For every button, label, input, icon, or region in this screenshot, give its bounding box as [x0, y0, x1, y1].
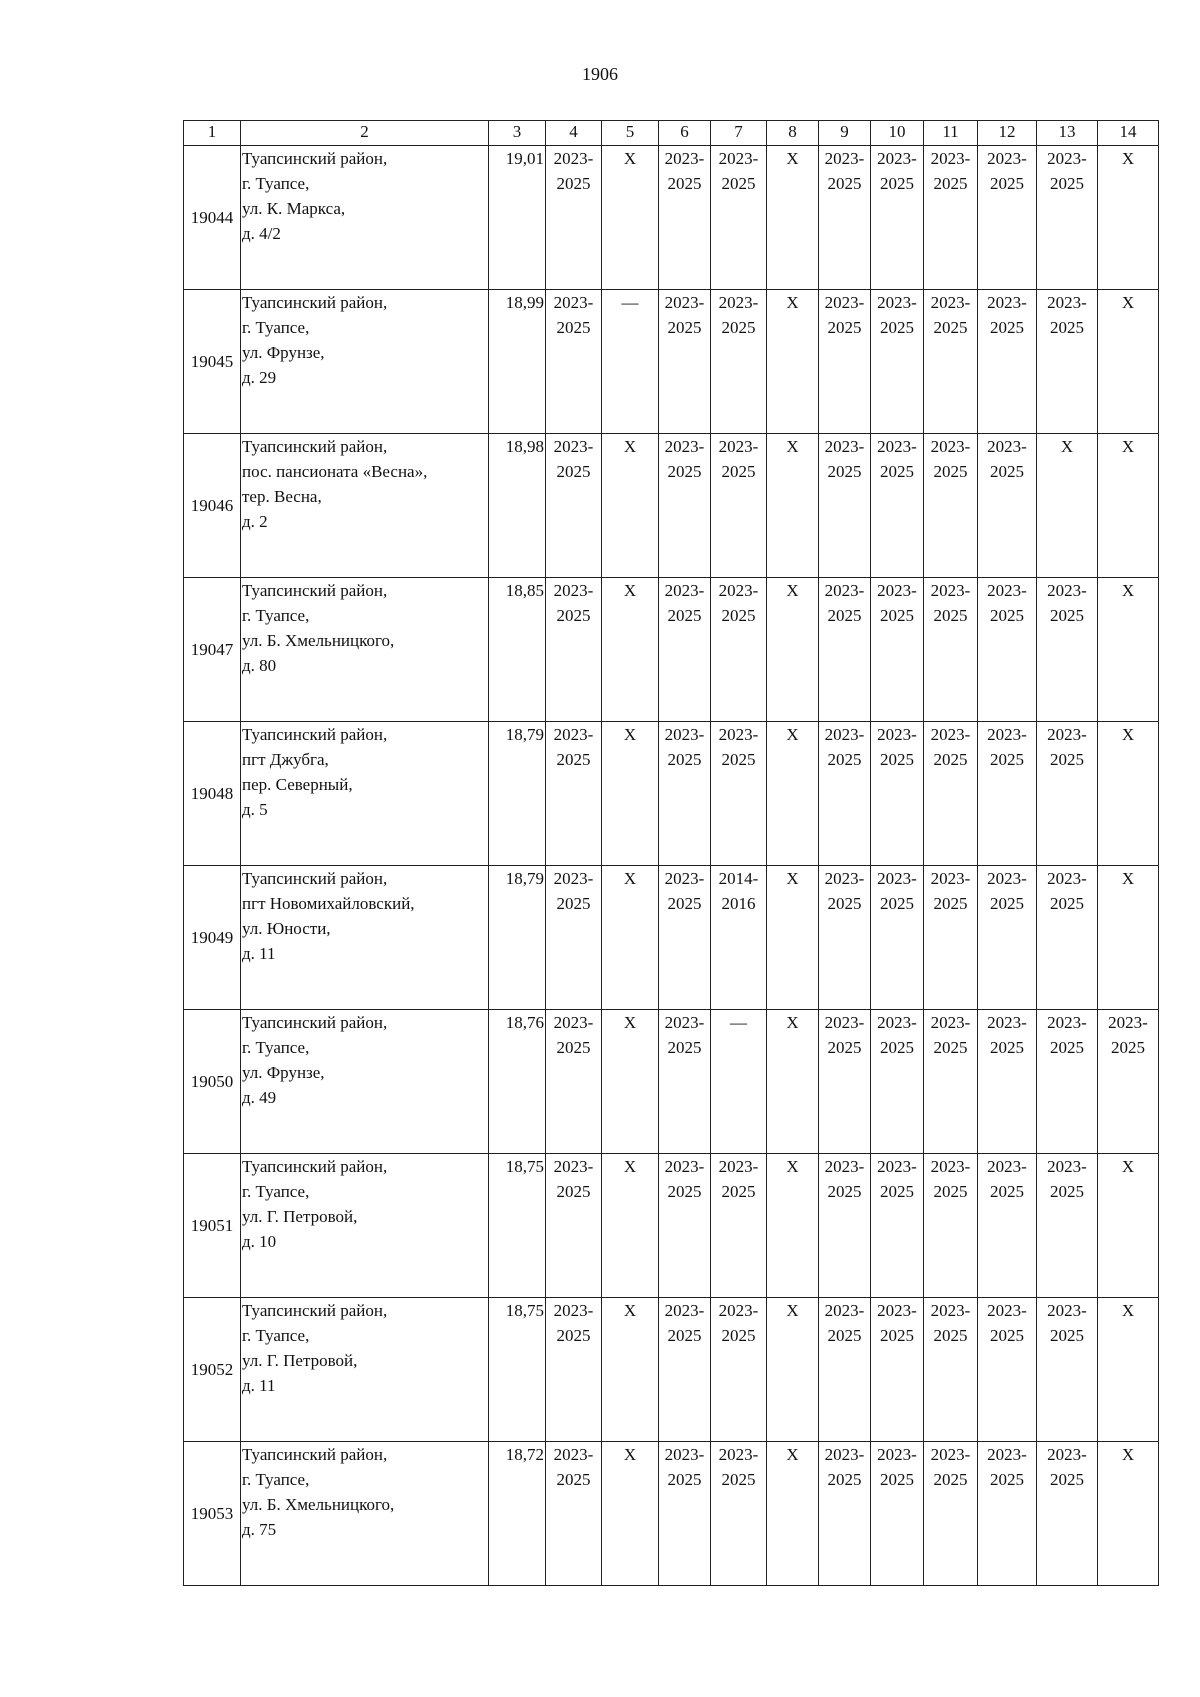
period-cell-col-10: 2023- 2025: [871, 866, 924, 1010]
period-cell-col-14: Х: [1098, 1442, 1159, 1586]
period-cell-col-9: 2023- 2025: [819, 722, 871, 866]
address-line: Туапсинский район,: [242, 1301, 388, 1320]
address-line: Туапсинский район,: [242, 581, 388, 600]
address-line: д. 11: [242, 1376, 276, 1395]
period-cell-col-10: 2023- 2025: [871, 1442, 924, 1586]
column-number-10: 10: [871, 121, 924, 146]
period-cell-col-7: 2023- 2025: [711, 1442, 767, 1586]
record-id: 19053: [184, 1442, 241, 1586]
area-value: 18,72: [489, 1442, 546, 1586]
period-cell-col-14: Х: [1098, 1154, 1159, 1298]
column-number-row: [184, 121, 1159, 146]
address-cell: [241, 1442, 489, 1586]
period-cell-col-7: 2023- 2025: [711, 434, 767, 578]
period-cell-col-11: 2023- 2025: [924, 866, 978, 1010]
period-cell-col-12: 2023- 2025: [978, 866, 1037, 1010]
table-row: [184, 1010, 1159, 1154]
address-line: д. 10: [242, 1232, 277, 1251]
address-cell: [241, 578, 489, 722]
address-line: д. 29: [242, 368, 277, 387]
period-cell-col-12: 2023- 2025: [978, 578, 1037, 722]
period-cell-col-13: 2023- 2025: [1037, 578, 1098, 722]
period-cell-col-6: 2023- 2025: [659, 866, 711, 1010]
period-cell-col-4: 2023- 2025: [546, 866, 602, 1010]
period-cell-col-14: Х: [1098, 866, 1159, 1010]
period-cell-col-4: 2023- 2025: [546, 578, 602, 722]
address-line: г. Туапсе,: [242, 606, 310, 625]
column-number-9: 9: [819, 121, 871, 146]
period-cell-col-8: Х: [767, 866, 819, 1010]
address-line: ул. Г. Петровой,: [242, 1207, 358, 1226]
address-line: пер. Северный,: [242, 775, 353, 794]
period-cell-col-5: Х: [602, 146, 659, 290]
period-cell-col-12: 2023- 2025: [978, 146, 1037, 290]
period-cell-col-4: 2023- 2025: [546, 290, 602, 434]
address-line: ул. К. Маркса,: [242, 199, 346, 218]
address-line: д. 2: [242, 512, 268, 531]
address-cell: [241, 434, 489, 578]
period-cell-col-4: 2023- 2025: [546, 1298, 602, 1442]
period-cell-col-6: 2023- 2025: [659, 722, 711, 866]
area-value: 18,85: [489, 578, 546, 722]
period-cell-col-14: Х: [1098, 722, 1159, 866]
period-cell-col-8: Х: [767, 1010, 819, 1154]
record-id: 19051: [184, 1154, 241, 1298]
address-line: Туапсинский район,: [242, 869, 388, 888]
record-id: 19048: [184, 722, 241, 866]
address-line: тер. Весна,: [242, 487, 322, 506]
table-body: [184, 146, 1159, 1586]
period-cell-col-7: —: [711, 1010, 767, 1154]
period-cell-col-10: 2023- 2025: [871, 1010, 924, 1154]
period-cell-col-13: 2023- 2025: [1037, 146, 1098, 290]
page-number: 1906: [582, 64, 618, 84]
period-cell-col-6: 2023- 2025: [659, 1298, 711, 1442]
address-cell: [241, 722, 489, 866]
table-row: [184, 1442, 1159, 1586]
table-row: [184, 146, 1159, 290]
period-cell-col-6: 2023- 2025: [659, 146, 711, 290]
address-line: д. 5: [242, 800, 268, 819]
period-cell-col-4: 2023- 2025: [546, 1154, 602, 1298]
address-line: д. 80: [242, 656, 277, 675]
address-cell: [241, 146, 489, 290]
table-row: [184, 722, 1159, 866]
address-line: г. Туапсе,: [242, 174, 310, 193]
period-cell-col-10: 2023- 2025: [871, 146, 924, 290]
address-line: ул. Юности,: [242, 919, 331, 938]
period-cell-col-10: 2023- 2025: [871, 434, 924, 578]
address-cell: [241, 290, 489, 434]
period-cell-col-11: 2023- 2025: [924, 1298, 978, 1442]
period-cell-col-7: 2023- 2025: [711, 1154, 767, 1298]
address-cell: [241, 1298, 489, 1442]
period-cell-col-9: 2023- 2025: [819, 146, 871, 290]
period-cell-col-12: 2023- 2025: [978, 290, 1037, 434]
period-cell-col-10: 2023- 2025: [871, 578, 924, 722]
period-cell-col-11: 2023- 2025: [924, 1154, 978, 1298]
period-cell-col-8: Х: [767, 578, 819, 722]
period-cell-col-7: 2023- 2025: [711, 146, 767, 290]
period-cell-col-9: 2023- 2025: [819, 866, 871, 1010]
table-row: [184, 290, 1159, 434]
address-line: д. 4/2: [242, 224, 281, 243]
area-value: 18,76: [489, 1010, 546, 1154]
period-cell-col-13: 2023- 2025: [1037, 290, 1098, 434]
period-cell-col-8: Х: [767, 1298, 819, 1442]
period-cell-col-5: Х: [602, 1442, 659, 1586]
period-cell-col-4: 2023- 2025: [546, 146, 602, 290]
record-id: 19047: [184, 578, 241, 722]
period-cell-col-12: 2023- 2025: [978, 1442, 1037, 1586]
period-cell-col-5: Х: [602, 434, 659, 578]
period-cell-col-9: 2023- 2025: [819, 578, 871, 722]
period-cell-col-14: Х: [1098, 434, 1159, 578]
period-cell-col-12: 2023- 2025: [978, 1010, 1037, 1154]
column-number-3: 3: [489, 121, 546, 146]
period-cell-col-9: 2023- 2025: [819, 1442, 871, 1586]
period-cell-col-11: 2023- 2025: [924, 290, 978, 434]
period-cell-col-13: 2023- 2025: [1037, 866, 1098, 1010]
period-cell-col-4: 2023- 2025: [546, 1010, 602, 1154]
column-number-8: 8: [767, 121, 819, 146]
period-cell-col-11: 2023- 2025: [924, 1442, 978, 1586]
period-cell-col-8: Х: [767, 722, 819, 866]
period-cell-col-10: 2023- 2025: [871, 290, 924, 434]
period-cell-col-14: Х: [1098, 146, 1159, 290]
period-cell-col-9: 2023- 2025: [819, 1154, 871, 1298]
period-cell-col-9: 2023- 2025: [819, 1298, 871, 1442]
period-cell-col-8: Х: [767, 1154, 819, 1298]
period-cell-col-13: Х: [1037, 434, 1098, 578]
period-cell-col-12: 2023- 2025: [978, 1154, 1037, 1298]
period-cell-col-9: 2023- 2025: [819, 290, 871, 434]
address-line: ул. Г. Петровой,: [242, 1351, 358, 1370]
period-cell-col-7: 2023- 2025: [711, 722, 767, 866]
period-cell-col-5: Х: [602, 1010, 659, 1154]
column-number-2: 2: [241, 121, 489, 146]
period-cell-col-11: 2023- 2025: [924, 722, 978, 866]
period-cell-col-13: 2023- 2025: [1037, 1154, 1098, 1298]
period-cell-col-8: Х: [767, 434, 819, 578]
period-cell-col-11: 2023- 2025: [924, 434, 978, 578]
registry-table: [183, 120, 1159, 1586]
period-cell-col-13: 2023- 2025: [1037, 1010, 1098, 1154]
period-cell-col-5: Х: [602, 1298, 659, 1442]
record-id: 19049: [184, 866, 241, 1010]
period-cell-col-14: Х: [1098, 578, 1159, 722]
period-cell-col-4: 2023- 2025: [546, 1442, 602, 1586]
period-cell-col-10: 2023- 2025: [871, 722, 924, 866]
period-cell-col-6: 2023- 2025: [659, 1442, 711, 1586]
address-line: Туапсинский район,: [242, 149, 388, 168]
area-value: 18,75: [489, 1154, 546, 1298]
address-line: ул. Б. Хмельницкого,: [242, 631, 395, 650]
table-row: [184, 578, 1159, 722]
period-cell-col-14: Х: [1098, 290, 1159, 434]
area-value: 18,98: [489, 434, 546, 578]
period-cell-col-6: 2023- 2025: [659, 434, 711, 578]
period-cell-col-13: 2023- 2025: [1037, 1298, 1098, 1442]
period-cell-col-5: Х: [602, 722, 659, 866]
period-cell-col-4: 2023- 2025: [546, 434, 602, 578]
period-cell-col-10: 2023- 2025: [871, 1154, 924, 1298]
column-number-11: 11: [924, 121, 978, 146]
address-line: ул. Фрунзе,: [242, 343, 325, 362]
address-line: пгт Новомихайловский,: [242, 894, 415, 913]
area-value: 18,79: [489, 722, 546, 866]
address-line: г. Туапсе,: [242, 1182, 310, 1201]
column-number-13: 13: [1037, 121, 1098, 146]
period-cell-col-7: 2014- 2016: [711, 866, 767, 1010]
address-cell: [241, 866, 489, 1010]
period-cell-col-11: 2023- 2025: [924, 146, 978, 290]
period-cell-col-10: 2023- 2025: [871, 1298, 924, 1442]
period-cell-col-11: 2023- 2025: [924, 1010, 978, 1154]
period-cell-col-12: 2023- 2025: [978, 1298, 1037, 1442]
period-cell-col-4: 2023- 2025: [546, 722, 602, 866]
address-line: пгт Джубга,: [242, 750, 329, 769]
address-cell: [241, 1154, 489, 1298]
address-line: д. 75: [242, 1520, 277, 1539]
column-number-1: 1: [184, 121, 241, 146]
period-cell-col-5: Х: [602, 1154, 659, 1298]
area-value: 18,75: [489, 1298, 546, 1442]
period-cell-col-7: 2023- 2025: [711, 578, 767, 722]
address-line: г. Туапсе,: [242, 1470, 310, 1489]
period-cell-col-14: 2023- 2025: [1098, 1010, 1159, 1154]
table-row: [184, 1154, 1159, 1298]
table-row: [184, 866, 1159, 1010]
address-line: д. 11: [242, 944, 276, 963]
period-cell-col-8: Х: [767, 290, 819, 434]
period-cell-col-12: 2023- 2025: [978, 722, 1037, 866]
period-cell-col-5: —: [602, 290, 659, 434]
address-line: пос. пансионата «Весна»,: [242, 462, 428, 481]
period-cell-col-9: 2023- 2025: [819, 434, 871, 578]
address-cell: [241, 1010, 489, 1154]
record-id: 19052: [184, 1298, 241, 1442]
period-cell-col-9: 2023- 2025: [819, 1010, 871, 1154]
column-number-12: 12: [978, 121, 1037, 146]
area-value: 18,79: [489, 866, 546, 1010]
period-cell-col-13: 2023- 2025: [1037, 722, 1098, 866]
address-line: д. 49: [242, 1088, 277, 1107]
address-line: Туапсинский район,: [242, 437, 388, 456]
period-cell-col-13: 2023- 2025: [1037, 1442, 1098, 1586]
address-line: Туапсинский район,: [242, 293, 388, 312]
record-id: 19046: [184, 434, 241, 578]
record-id: 19044: [184, 146, 241, 290]
address-line: ул. Фрунзе,: [242, 1063, 325, 1082]
period-cell-col-8: Х: [767, 1442, 819, 1586]
column-number-5: 5: [602, 121, 659, 146]
period-cell-col-7: 2023- 2025: [711, 290, 767, 434]
address-line: Туапсинский район,: [242, 1013, 388, 1032]
period-cell-col-14: Х: [1098, 1298, 1159, 1442]
table-row: [184, 1298, 1159, 1442]
column-number-6: 6: [659, 121, 711, 146]
period-cell-col-12: 2023- 2025: [978, 434, 1037, 578]
column-number-7: 7: [711, 121, 767, 146]
period-cell-col-5: Х: [602, 866, 659, 1010]
period-cell-col-6: 2023- 2025: [659, 1010, 711, 1154]
period-cell-col-6: 2023- 2025: [659, 1154, 711, 1298]
address-line: Туапсинский район,: [242, 1445, 388, 1464]
period-cell-col-11: 2023- 2025: [924, 578, 978, 722]
address-line: Туапсинский район,: [242, 725, 388, 744]
period-cell-col-6: 2023- 2025: [659, 578, 711, 722]
address-line: г. Туапсе,: [242, 318, 310, 337]
record-id: 19050: [184, 1010, 241, 1154]
period-cell-col-5: Х: [602, 578, 659, 722]
table-row: [184, 434, 1159, 578]
period-cell-col-6: 2023- 2025: [659, 290, 711, 434]
area-value: 19,01: [489, 146, 546, 290]
address-line: г. Туапсе,: [242, 1038, 310, 1057]
column-number-14: 14: [1098, 121, 1159, 146]
address-line: Туапсинский район,: [242, 1157, 388, 1176]
period-cell-col-8: Х: [767, 146, 819, 290]
record-id: 19045: [184, 290, 241, 434]
address-line: г. Туапсе,: [242, 1326, 310, 1345]
area-value: 18,99: [489, 290, 546, 434]
address-line: ул. Б. Хмельницкого,: [242, 1495, 395, 1514]
period-cell-col-7: 2023- 2025: [711, 1298, 767, 1442]
column-number-4: 4: [546, 121, 602, 146]
